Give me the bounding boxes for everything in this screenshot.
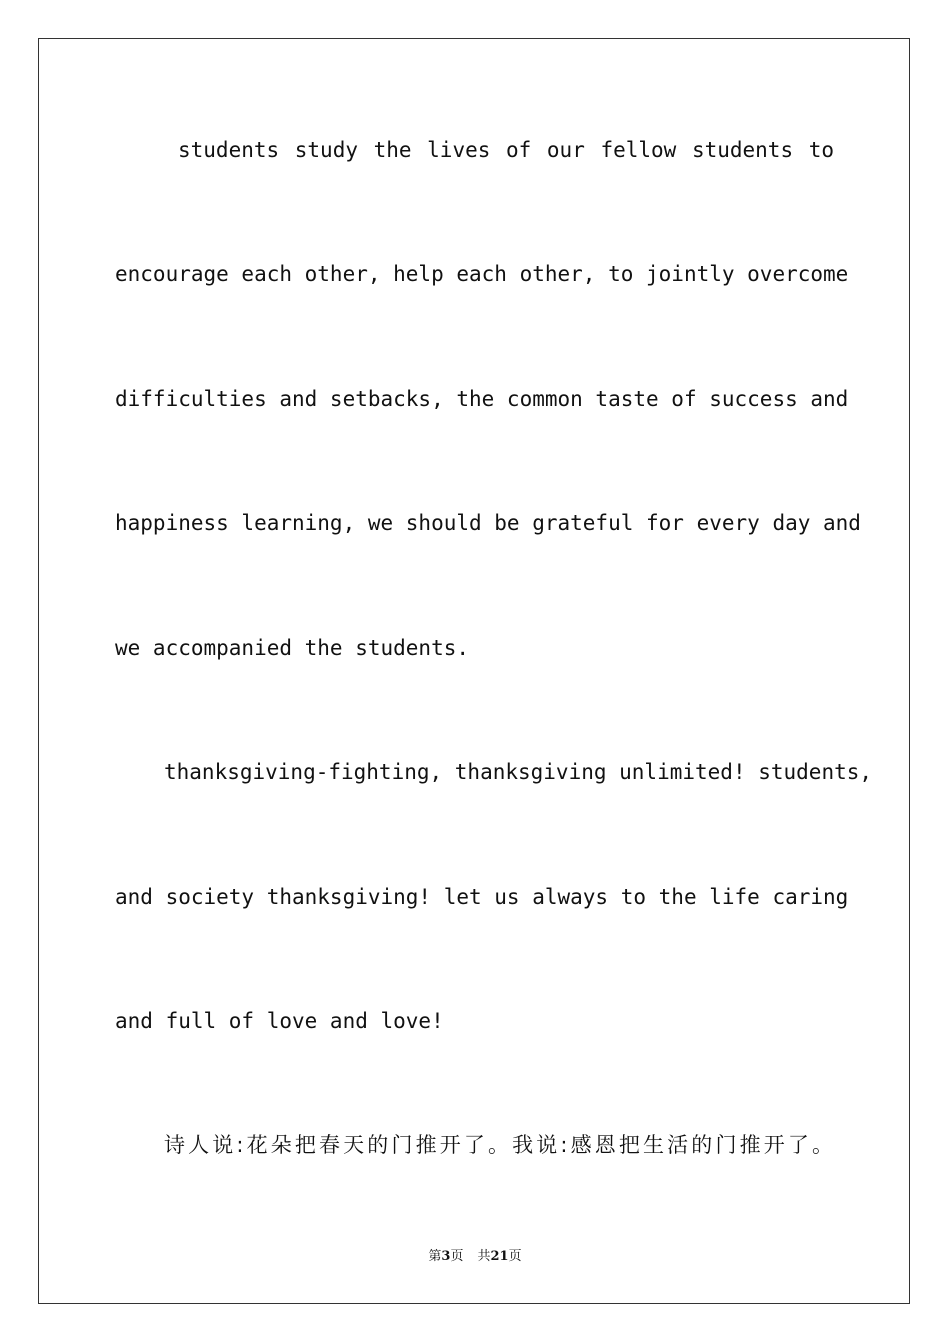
footer-total-pages: 21: [490, 1249, 509, 1264]
footer-page-number: 3: [441, 1249, 451, 1264]
text-line-6: thanksgiving-fighting, thanksgiving unlimited! students,: [164, 760, 873, 784]
text-line-9-chinese: 诗人说:花朵把春天的门推开了。我说:感恩把生活的门推开了。: [164, 1133, 834, 1157]
footer-total-suffix: 页: [508, 1249, 522, 1264]
page-border: [38, 38, 910, 1304]
text-line-3: difficulties and setbacks, the common taste of success and: [115, 387, 849, 411]
text-line-2: encourage each other, help each other, to jointly overcome: [115, 262, 849, 286]
text-line-5: we accompanied the students.: [115, 636, 470, 660]
footer-page-suffix: 页: [450, 1249, 464, 1264]
footer-page-prefix: 第: [428, 1249, 442, 1264]
text-line-1: students study the lives of our fellow students to: [178, 138, 834, 162]
footer-total-prefix: 共: [477, 1249, 491, 1264]
page-footer: [0, 1247, 950, 1267]
text-line-4: happiness learning, we should be grateful for every day and: [115, 511, 861, 535]
text-line-8: and full of love and love!: [115, 1009, 444, 1033]
text-line-7: and society thanksgiving! let us always to the life caring: [115, 885, 849, 909]
